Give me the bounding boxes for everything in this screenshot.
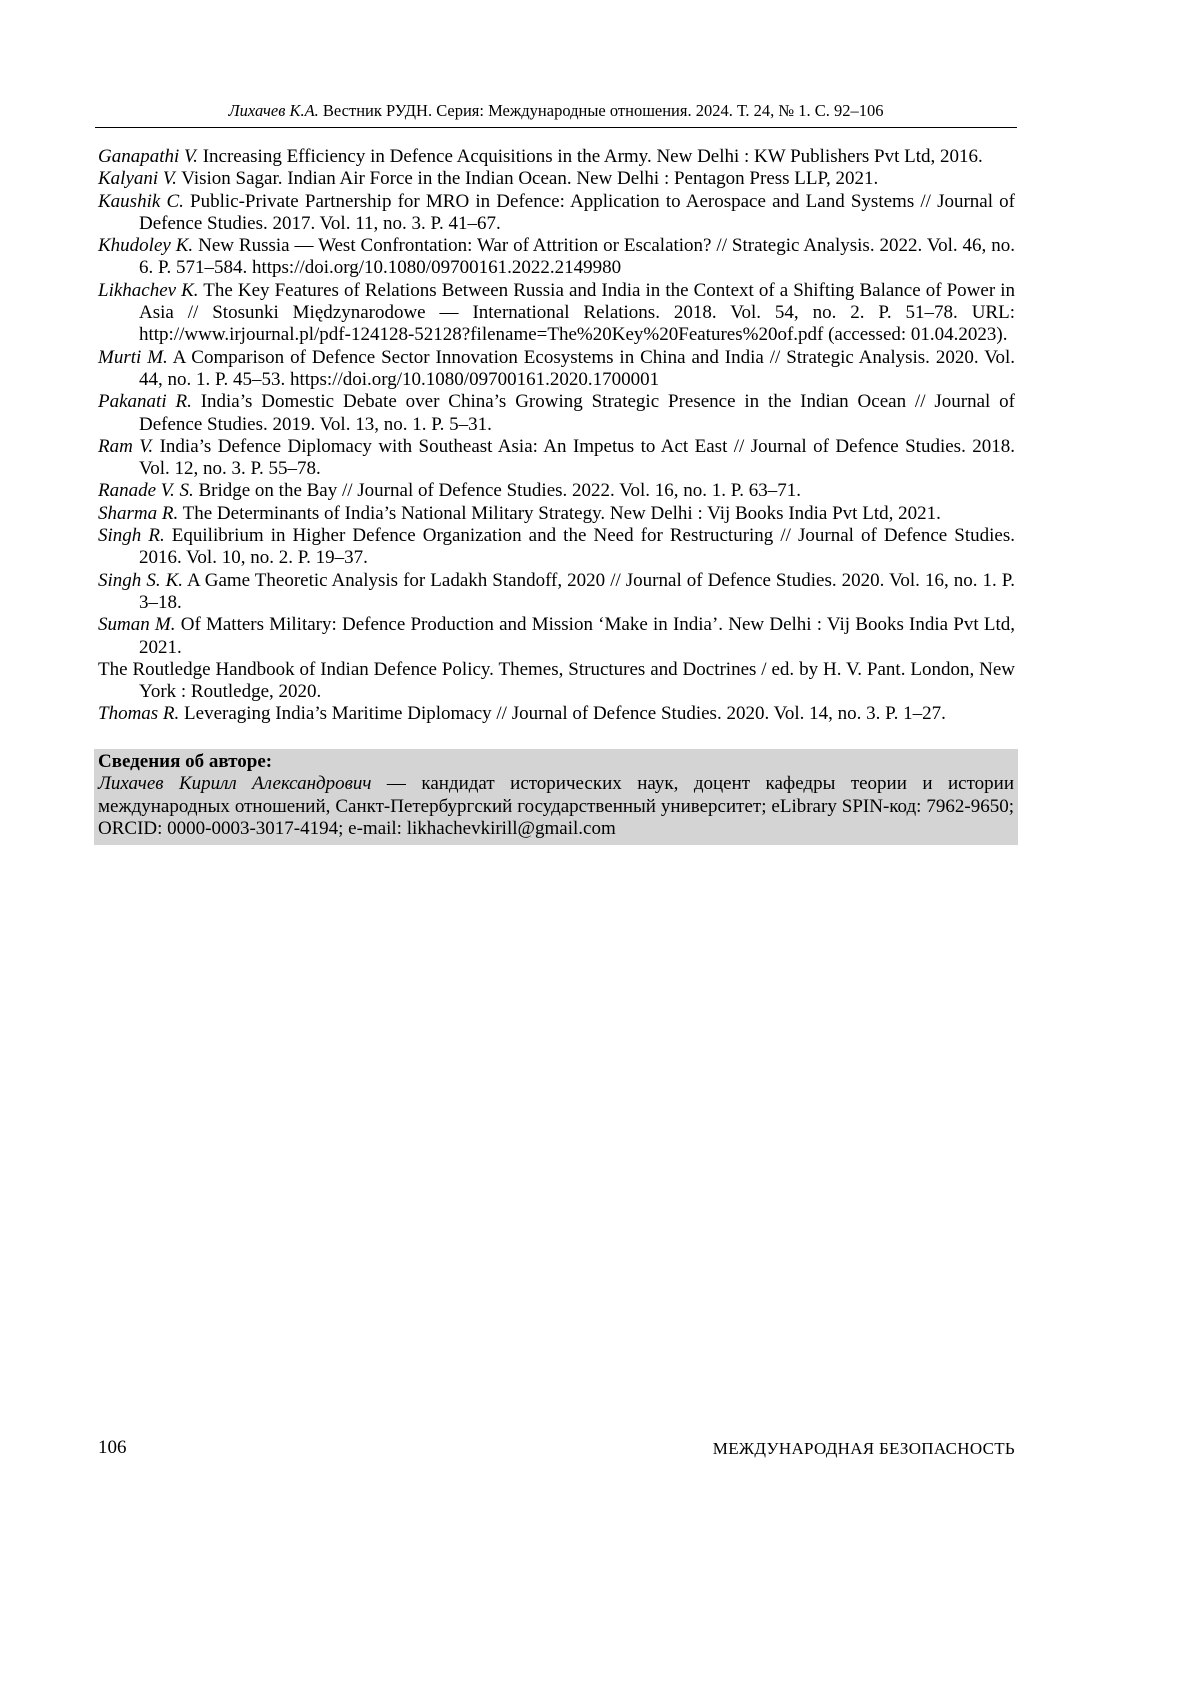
reference-author: Kaushik C. bbox=[98, 190, 184, 212]
reference-author: Murti M. bbox=[98, 346, 168, 368]
reference-author: Singh R. bbox=[98, 525, 165, 547]
reference-text: India’s Domestic Debate over China’s Growing Strategic Presence in the Indian Ocean // Journal of Defence Studies. 2019. Vol. 13, no. 1. P. 5–31. bbox=[139, 391, 1015, 435]
reference-text: A Comparison of Defence Sector Innovation Ecosystems in China and India // Strategic Analysis. 2020. Vol. 44, no. 1. P. 45–53. https://doi.org/10.1080/09700161.2020.1700001 bbox=[139, 346, 1015, 390]
reference-text: The Determinants of India’s National Military Strategy. New Delhi : Vij Books India Pvt Ltd, 2021. bbox=[178, 502, 941, 524]
author-info-name: Лихачев Кирилл Александрович bbox=[98, 773, 372, 795]
reference-text: Vision Sagar. Indian Air Force in the Indian Ocean. New Delhi : Pentagon Press LLP, 2021. bbox=[176, 168, 879, 190]
reference-author: Khudoley K. bbox=[98, 235, 194, 257]
reference-text: Of Matters Military: Defence Production and Mission ‘Make in India’. New Delhi : Vij Books India Pvt Ltd, 2021. bbox=[139, 614, 1015, 658]
author-info-heading: Сведения об авторе: bbox=[98, 750, 273, 772]
reference-text: A Game Theoretic Analysis for Ladakh Standoff, 2020 // Journal of Defence Studies. 2020. Vol. 16, no. 1. P. 3–18. bbox=[139, 569, 1016, 613]
running-header bbox=[95, 101, 1017, 128]
reference-text: The Key Features of Relations Between Russia and India in the Context of a Shifting Balance of Power in Asia // Stosunki Międzynarodowe — International Relations. 2018. Vol. 54, no. 2. P. 51–78. URL: http://www.irjournal.pl/pdf-124128-52128?filename=The%20Key%20Features%20of.pdf (accessed: 01.04.2023). bbox=[139, 279, 1015, 346]
reference-text: Leveraging India’s Maritime Diplomacy // Journal of Defence Studies. 2020. Vol. 14, no. 3. P. 1–27. bbox=[179, 703, 946, 725]
reference-author: Thomas R. bbox=[98, 703, 180, 725]
reference-text: New Russia — West Confrontation: War of Attrition or Escalation? // Strategic Analysis. 2022. Vol. 46, no. 6. P. 571–584. https://doi.org/10.1080/09700161.2022.2149980 bbox=[139, 235, 1015, 279]
reference-text: The Routledge Handbook of Indian Defence Policy. Themes, Structures and Doctrines / ed. by H. V. Pant. London, New York : Routledge, 2020. bbox=[98, 658, 1015, 703]
reference-text: Bridge on the Bay // Journal of Defence Studies. 2022. Vol. 16, no. 1. P. 63–71. bbox=[193, 480, 801, 502]
reference-text: Equilibrium in Higher Defence Organization and the Need for Restructuring // Journal of Defence Studies. 2016. Vol. 10, no. 2. P. 19–37. bbox=[139, 525, 1015, 569]
reference-author: Suman M. bbox=[98, 614, 176, 636]
reference-entry bbox=[98, 436, 1015, 481]
reference-author: Likhachev K. bbox=[98, 279, 199, 301]
reference-author: Ranade V. S. bbox=[98, 480, 194, 502]
reference-text: Increasing Efficiency in Defence Acquisitions in the Army. New Delhi : KW Publishers Pvt Ltd, 2016. bbox=[197, 146, 983, 167]
reference-entry bbox=[98, 280, 1015, 347]
reference-text: India’s Defence Diplomacy with Southeast Asia: An Impetus to Act East // Journal of Defence Studies. 2018. Vol. 12, no. 3. P. 55–78. bbox=[139, 435, 1015, 480]
page-content bbox=[98, 146, 1015, 845]
reference-entry bbox=[98, 703, 1015, 725]
reference-author: Ganapathi V. bbox=[98, 146, 198, 167]
reference-entry bbox=[98, 391, 1015, 436]
running-header-author: Лихачев К.А. bbox=[228, 101, 319, 120]
author-info-text bbox=[98, 773, 1014, 841]
reference-entry bbox=[98, 347, 1015, 392]
reference-entry bbox=[98, 525, 1015, 570]
footer-section-title: МЕЖДУНАРОДНАЯ БЕЗОПАСНОСТЬ bbox=[712, 1439, 1015, 1458]
author-info-details: — кандидат исторических наук, доцент кафедры теории и истории международных отношений, Санкт-Петербургский государственный университет; eLibrary SPIN-код: 7962-9650; ORCID: 0000-0003-3017-4194; e-mail: likhachevkirill@gmail.com bbox=[98, 773, 1015, 840]
reference-author: Kalyani V. bbox=[98, 168, 177, 190]
reference-author: Singh S. K. bbox=[98, 569, 184, 591]
reference-entry bbox=[98, 570, 1015, 615]
reference-entry bbox=[98, 480, 1015, 502]
reference-author: Pakanati R. bbox=[98, 391, 192, 413]
reference-text: Public-Private Partnership for MRO in Defence: Application to Aerospace and Land Systems // Journal of Defence Studies. 2017. Vol. 11, no. 3. P. 41–67. bbox=[139, 190, 1016, 234]
reference-entry bbox=[98, 614, 1015, 659]
reference-entry bbox=[98, 191, 1015, 236]
reference-entry bbox=[98, 503, 1015, 525]
reference-author: Sharma R. bbox=[98, 502, 179, 524]
references-list bbox=[98, 146, 1015, 726]
reference-author: Ram V. bbox=[98, 435, 154, 457]
reference-entry bbox=[98, 659, 1015, 704]
running-header-citation: Вестник РУДН. Серия: Международные отношения. 2024. Т. 24, № 1. С. 92–106 bbox=[318, 101, 884, 120]
reference-entry bbox=[98, 235, 1015, 280]
author-info-block bbox=[94, 749, 1018, 845]
footer-page-number: 106 bbox=[98, 1437, 127, 1458]
reference-entry bbox=[98, 146, 1015, 168]
reference-entry bbox=[98, 168, 1015, 190]
